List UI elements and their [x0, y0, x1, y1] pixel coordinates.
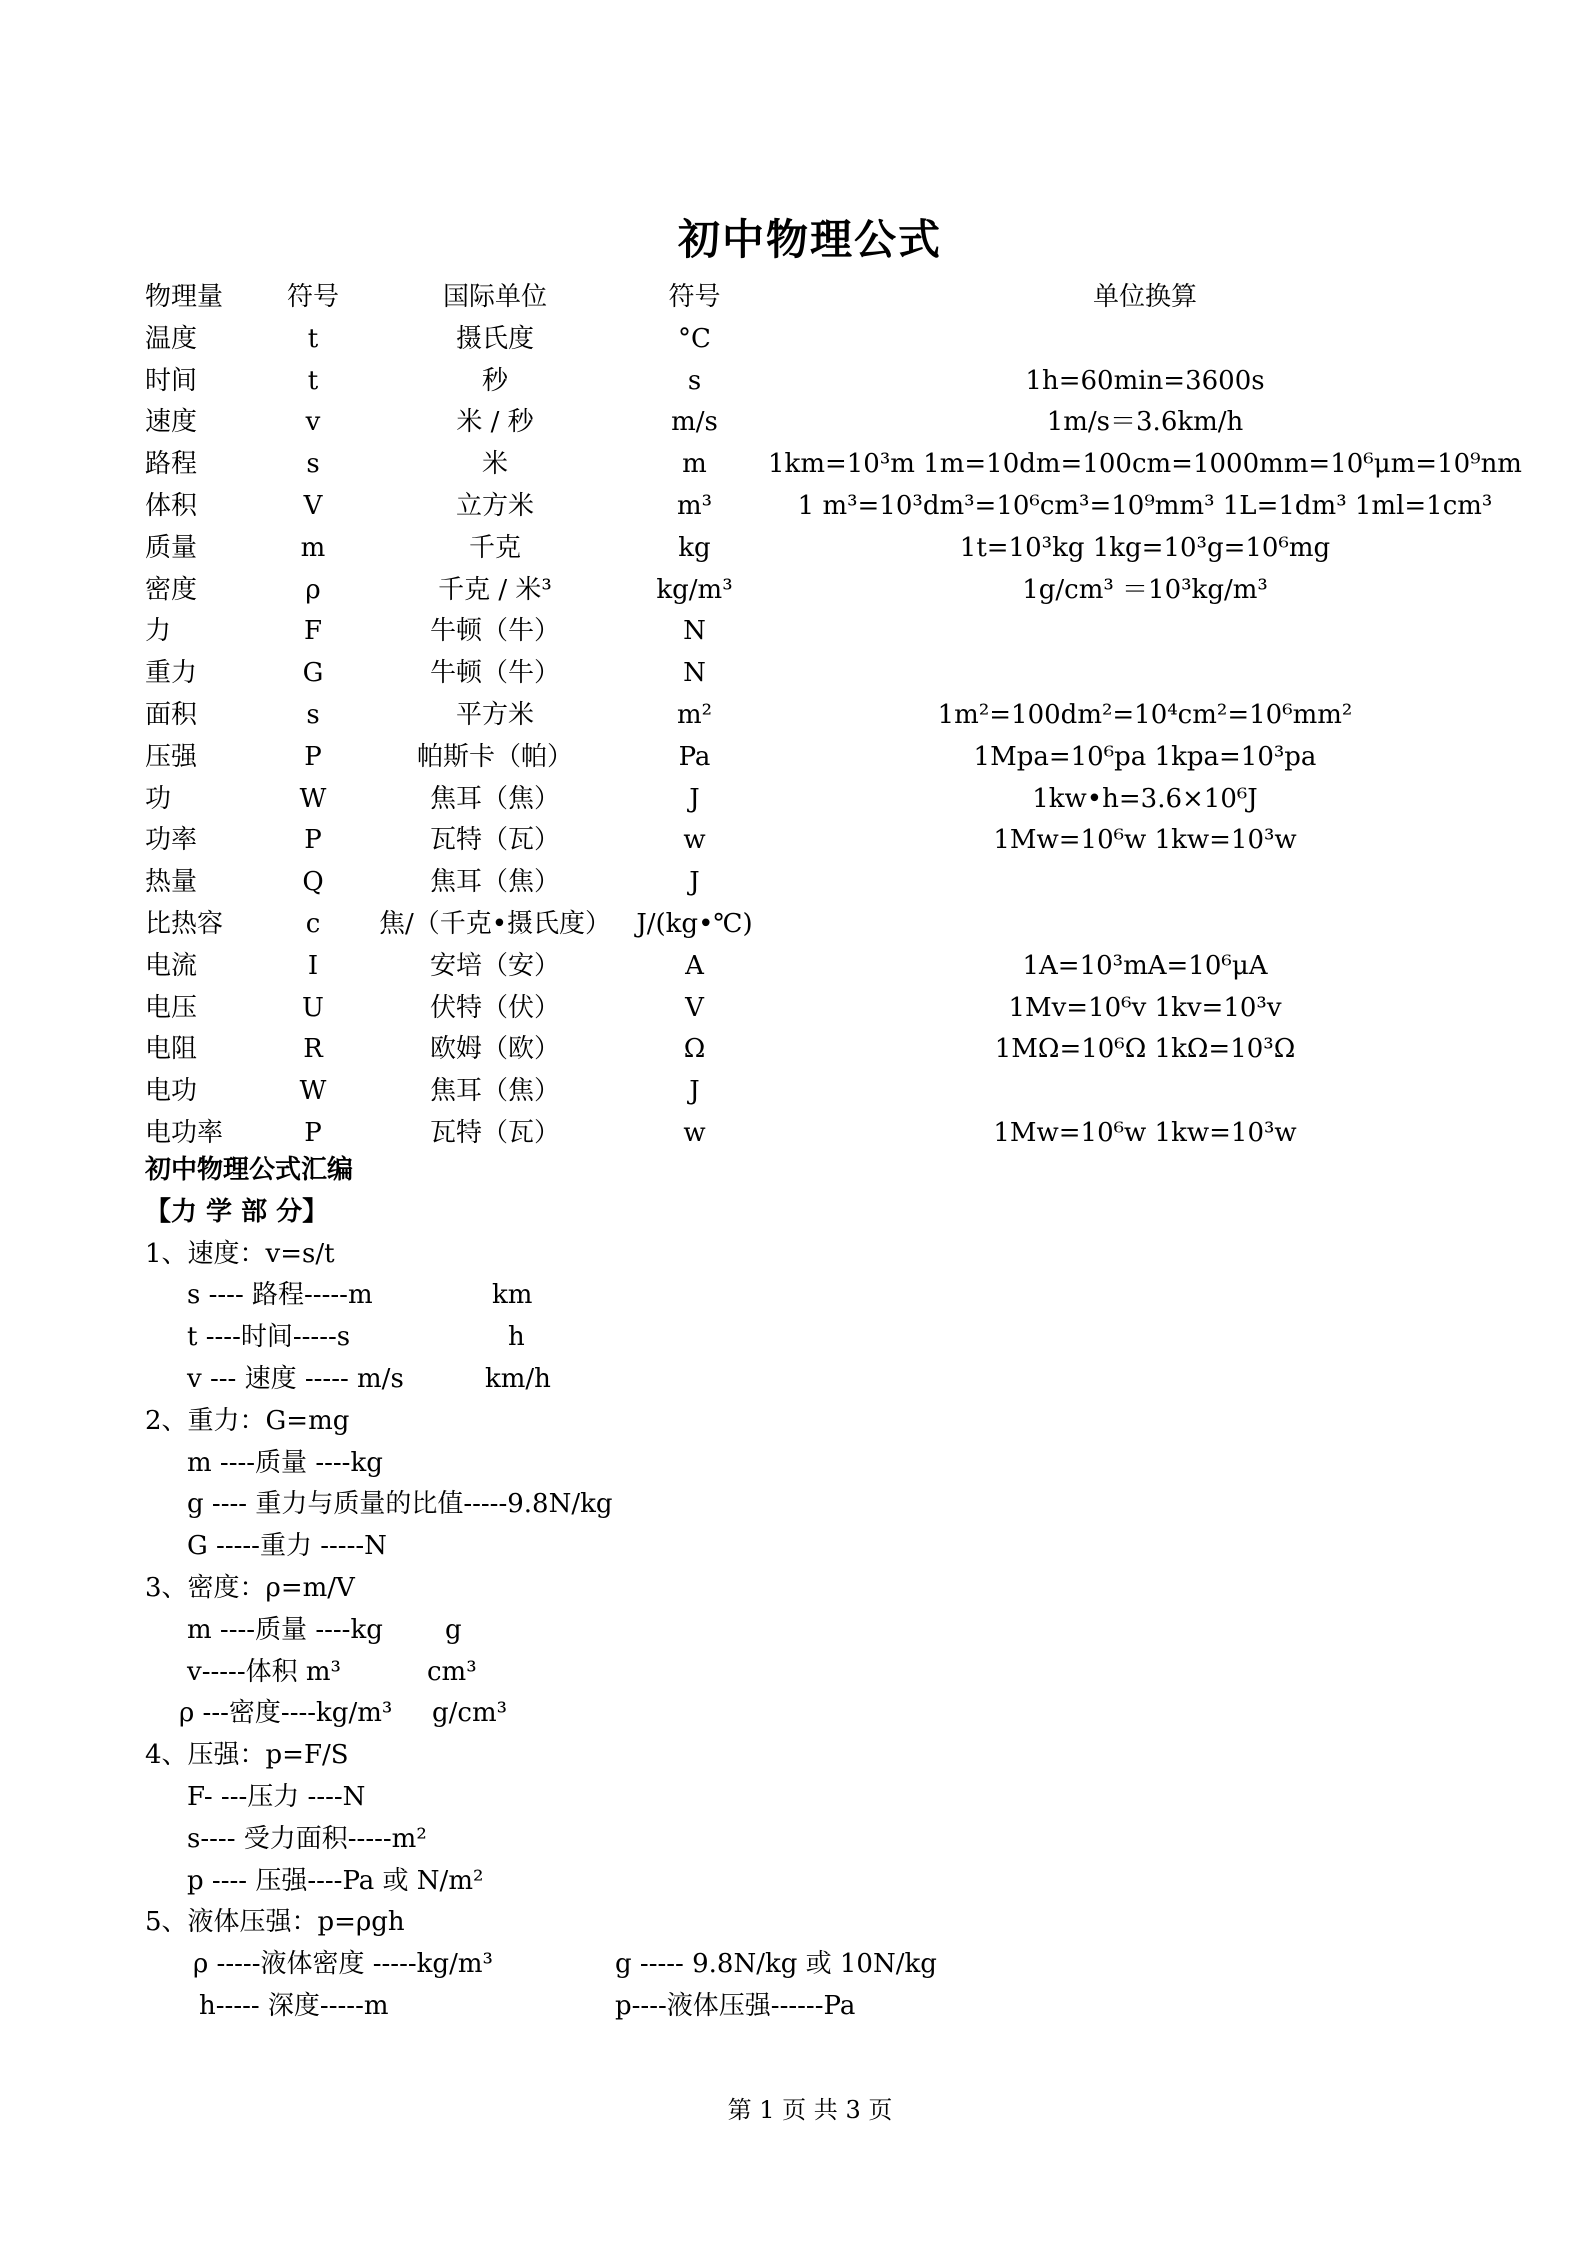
- row-si-unit: 千克 / 米³: [438, 574, 552, 605]
- formula-line: [145, 1944, 937, 1986]
- row-quantity: 体积: [145, 490, 198, 521]
- row-quantity: 重力: [145, 658, 198, 689]
- formula-line: G -----重力 -----N: [187, 1531, 387, 1562]
- row-conversion: 1t=10³kg 1kg=10³g=10⁶mg: [959, 532, 1331, 563]
- compilation-title: 初中物理公式汇编: [145, 1155, 354, 1185]
- formula-line-text: t ----时间-----s: [187, 1322, 351, 1353]
- row-si-unit: 摄氏度: [455, 323, 534, 354]
- row-si-unit: 欧姆（欧）: [429, 1034, 560, 1065]
- row-symbol: V: [303, 490, 323, 521]
- formula-line-text: m ----质量 ----kg: [187, 1614, 383, 1645]
- formula-line: [145, 1652, 613, 1694]
- section-mechanics: 【力 学 部 分】: [145, 1196, 329, 1227]
- formula-line: s---- 受力面积-----m²: [187, 1823, 427, 1854]
- row-symbol: P: [304, 741, 322, 772]
- row-si-unit: 平方米: [455, 699, 534, 730]
- row-symbol: m: [300, 532, 326, 563]
- formula-alt-unit: g/cm³: [432, 1698, 508, 1729]
- row-quantity: 热量: [145, 867, 198, 898]
- formula-line: m ----质量 ----kg: [187, 1447, 383, 1478]
- formula-line: [145, 1693, 613, 1735]
- row-quantity: 时间: [145, 365, 198, 396]
- formula-alt-unit: cm³: [427, 1656, 477, 1687]
- row-quantity: 密度: [145, 574, 198, 605]
- row-symbol: I: [307, 950, 319, 981]
- row-symbol: R: [303, 1034, 323, 1065]
- row-conversion: 1Mv=10⁶v 1kv=10³v: [1008, 992, 1282, 1023]
- formula-alt-unit: g ----- 9.8N/kg 或 10N/kg: [615, 1949, 937, 1980]
- row-conversion: 1kw•h=3.6×10⁶J: [1032, 783, 1258, 814]
- row-unit-symbol: J: [689, 783, 700, 814]
- formula-line: [145, 1359, 613, 1401]
- row-si-unit: 瓦特（瓦）: [429, 1117, 560, 1148]
- row-unit-symbol: V: [685, 992, 704, 1023]
- header-conversion: 单位换算: [1092, 282, 1197, 312]
- row-quantity: 质量: [145, 532, 198, 563]
- row-unit-symbol: A: [685, 950, 704, 981]
- row-quantity: 电功: [145, 1076, 198, 1107]
- row-conversion: 1g/cm³ ＝10³kg/m³: [1022, 574, 1268, 605]
- row-conversion: 1m²=100dm²=10⁴cm²=10⁶mm²: [937, 699, 1353, 730]
- header-quantity: 物理量: [145, 282, 224, 312]
- row-conversion: 1A=10³mA=10⁶μA: [1022, 950, 1268, 981]
- row-si-unit: 米: [481, 449, 508, 480]
- row-unit-symbol: J: [689, 1076, 700, 1107]
- formula-alt-unit: km/h: [485, 1363, 551, 1394]
- row-unit-symbol: Pa: [678, 741, 711, 772]
- page-title: 初中物理公式: [677, 215, 942, 264]
- formula-line: [145, 1610, 613, 1652]
- row-unit-symbol: J/(kg•℃): [636, 908, 753, 939]
- formula-line-text: v --- 速度 ----- m/s: [187, 1363, 404, 1394]
- header-unit-symbol: 符号: [668, 282, 721, 312]
- row-unit-symbol: J: [689, 867, 700, 898]
- row-symbol: t: [307, 323, 319, 354]
- row-quantity: 速度: [145, 407, 198, 438]
- formula-alt-unit: g: [445, 1614, 462, 1645]
- row-si-unit: 瓦特（瓦）: [429, 825, 560, 856]
- formula-line-text: ρ ---密度----kg/m³: [179, 1698, 393, 1729]
- row-quantity: 力: [145, 616, 172, 647]
- row-quantity: 温度: [145, 323, 198, 354]
- row-si-unit: 牛顿（牛）: [429, 658, 560, 689]
- formula-line: g ---- 重力与质量的比值-----9.8N/kg: [187, 1489, 613, 1520]
- row-unit-symbol: w: [683, 825, 706, 856]
- row-si-unit: 焦耳（焦）: [429, 1076, 560, 1107]
- row-unit-symbol: kg: [678, 532, 711, 563]
- row-quantity: 电流: [145, 950, 198, 981]
- row-symbol: P: [304, 1117, 322, 1148]
- row-quantity: 电压: [145, 992, 198, 1023]
- formula-line-text: h----- 深度-----m: [199, 1990, 389, 2021]
- row-quantity: 电功率: [145, 1117, 224, 1148]
- row-symbol: c: [305, 908, 321, 939]
- formula-section: [145, 1150, 937, 2028]
- row-symbol: W: [299, 783, 327, 814]
- row-symbol: ρ: [305, 574, 321, 605]
- formula-line-text: v-----体积 m³: [187, 1656, 341, 1687]
- row-si-unit: 焦耳（焦）: [429, 783, 560, 814]
- row-si-unit: 立方米: [455, 490, 534, 521]
- row-symbol: U: [302, 992, 324, 1023]
- row-si-unit: 安培（安）: [429, 950, 560, 981]
- row-symbol: t: [307, 365, 319, 396]
- formula-speed-title: 1、速度：v=s/t: [145, 1238, 335, 1269]
- row-conversion: 1Mw=10⁶w 1kw=10³w: [993, 1117, 1297, 1148]
- formula-line-text: ρ -----液体密度 -----kg/m³: [193, 1949, 493, 1980]
- formula-line: [145, 1275, 613, 1317]
- row-unit-symbol: N: [683, 658, 706, 689]
- row-si-unit: 秒: [481, 365, 508, 396]
- row-quantity: 电阻: [145, 1034, 198, 1065]
- row-quantity: 功: [145, 783, 172, 814]
- row-quantity: 压强: [145, 741, 198, 772]
- row-unit-symbol: m/s: [671, 407, 718, 438]
- row-unit-symbol: °C: [678, 323, 711, 354]
- row-si-unit: 牛顿（牛）: [429, 616, 560, 647]
- row-unit-symbol: m²: [676, 699, 713, 730]
- row-unit-symbol: s: [687, 365, 702, 396]
- row-symbol: v: [305, 407, 321, 438]
- row-unit-symbol: m³: [676, 490, 713, 521]
- formula-liquid-pressure-title: 5、液体压强：p=ρgh: [145, 1907, 405, 1938]
- row-symbol: G: [302, 658, 324, 689]
- formula-density-title: 3、密度：ρ=m/V: [145, 1572, 355, 1603]
- page-footer: 第 1 页 共 3 页: [727, 2096, 893, 2124]
- formula-line-text: s ---- 路程-----m: [187, 1280, 373, 1311]
- header-si-unit: 国际单位: [442, 282, 547, 312]
- row-unit-symbol: kg/m³: [656, 574, 733, 605]
- row-quantity: 面积: [145, 699, 198, 730]
- row-conversion: 1Mw=10⁶w 1kw=10³w: [993, 825, 1297, 856]
- formula-pressure-title: 4、压强：p=F/S: [145, 1740, 349, 1771]
- row-conversion: 1 m³=10³dm³=10⁶cm³=10⁹mm³ 1L=1dm³ 1ml=1cm³: [797, 490, 1493, 521]
- row-symbol: P: [304, 825, 322, 856]
- row-symbol: s: [306, 699, 320, 730]
- row-symbol: W: [299, 1076, 327, 1107]
- row-quantity: 比热容: [145, 908, 224, 939]
- row-si-unit: 焦/（千克•摄氏度）: [378, 908, 612, 939]
- row-conversion: 1Mpa=10⁶pa 1kpa=10³pa: [973, 741, 1317, 772]
- row-si-unit: 伏特（伏）: [429, 992, 560, 1023]
- row-symbol: F: [303, 616, 323, 647]
- row-quantity: 功率: [145, 825, 198, 856]
- row-si-unit: 焦耳（焦）: [429, 867, 560, 898]
- row-unit-symbol: m: [682, 449, 707, 480]
- row-symbol: s: [306, 449, 320, 480]
- formula-line: [145, 1986, 856, 2028]
- formula-alt-unit: km: [492, 1280, 533, 1311]
- row-conversion: 1h=60min=3600s: [1025, 365, 1265, 396]
- formula-line: F- ---压力 ----N: [187, 1781, 366, 1812]
- row-unit-symbol: w: [683, 1117, 706, 1148]
- formula-line: p ---- 压强----Pa 或 N/m²: [187, 1865, 484, 1896]
- row-unit-symbol: Ω: [683, 1034, 706, 1065]
- row-conversion: 1MΩ=10⁶Ω 1kΩ=10³Ω: [994, 1034, 1296, 1065]
- row-conversion: 1km=10³m 1m=10dm=100cm=1000mm=10⁶μm=10⁹nm: [768, 449, 1522, 480]
- formula-gravity-title: 2、重力：G=mg: [145, 1405, 350, 1436]
- formula-alt-unit: p----液体压强------Pa: [615, 1990, 856, 2021]
- row-si-unit: 米 / 秒: [456, 407, 534, 438]
- row-quantity: 路程: [145, 449, 198, 480]
- row-si-unit: 帕斯卡（帕）: [416, 741, 573, 772]
- header-symbol: 符号: [286, 282, 339, 312]
- formula-line: [145, 1317, 613, 1359]
- row-conversion: 1m/s＝3.6km/h: [1046, 407, 1244, 438]
- row-si-unit: 千克: [468, 532, 521, 563]
- row-unit-symbol: N: [683, 616, 706, 647]
- formula-alt-unit: h: [508, 1322, 525, 1353]
- row-symbol: Q: [302, 867, 324, 898]
